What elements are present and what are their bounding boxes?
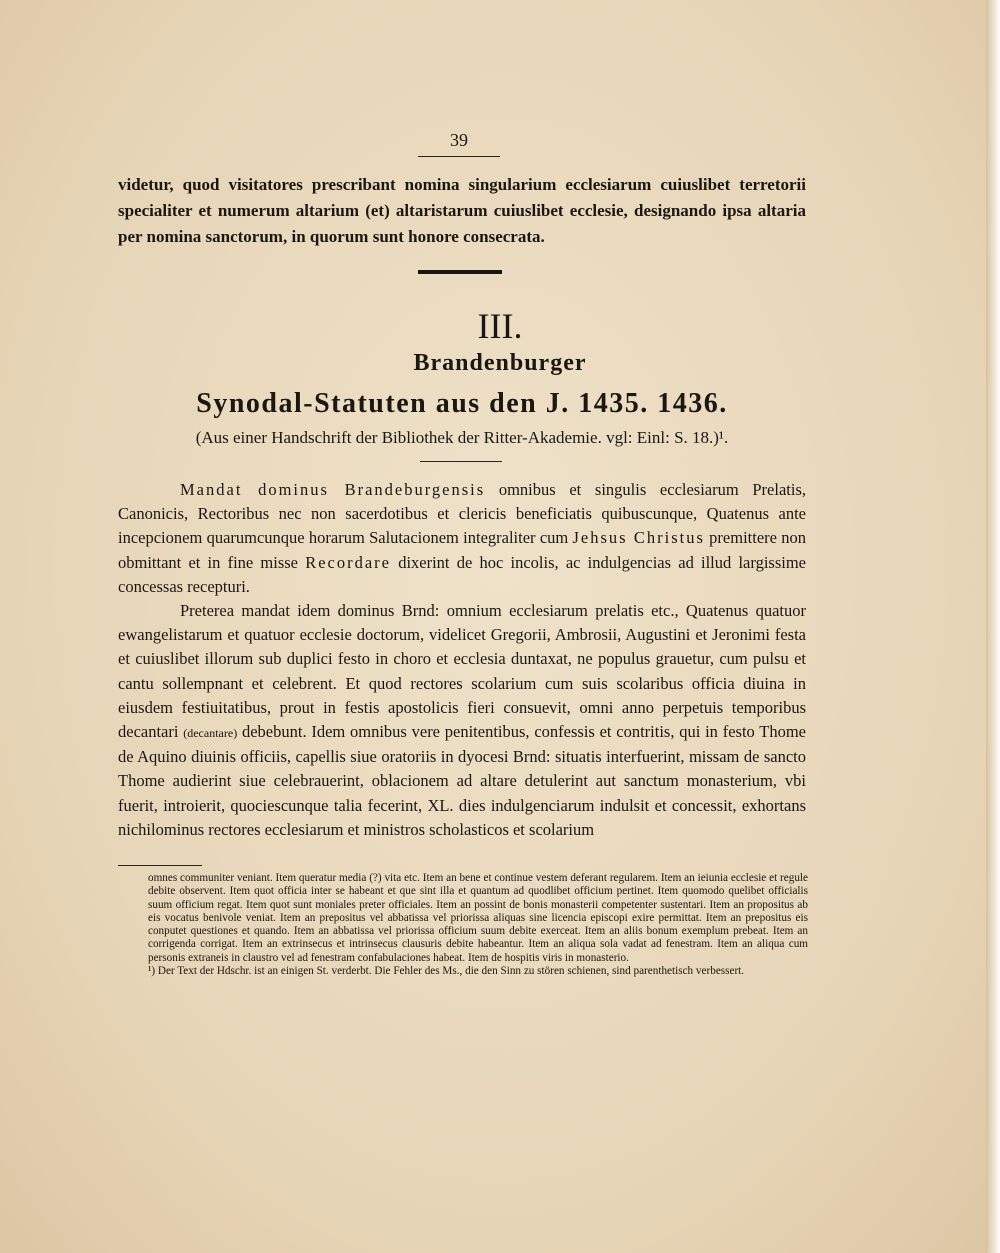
page-edge <box>986 0 1000 1253</box>
paragraph-2-part-1: Preterea mandat idem dominus Brnd: omnium ecclesiarum prelatis etc., Quatenus quatuor ewangelistarum et quatuor ecclesie doctorum, videlicet Gregorii, Ambrosii, Augustini et Jeronimi festa et cuiuslibet illorum sub duplici festo in choro et ecclesia duntaxat, ne populus grauetur, cum pulsu et cantu sollempnant et celebrent. Et quod rectores scolarium cum suis scolaribus officia diuina in eiusdem festiuitatibus, prout in festis apostolicis fieri consuevit, omni anno perpetuis temporibus decantari <box>118 601 806 742</box>
paragraph-1 <box>118 478 806 599</box>
section-divider <box>418 270 502 274</box>
paragraph-1-part-3: Jehsus Christus <box>572 528 705 548</box>
section-number: III. <box>477 306 523 346</box>
title-rule <box>420 461 502 462</box>
page-number: 39 <box>450 130 468 150</box>
source-note: (Aus einer Handschrift der Bibliothek der Ritter-Akademie. vgl: Einl: S. 18.)¹. <box>195 428 729 447</box>
paragraph-1-part-2: omnibus et singulis ecclesiarum Prelatis, Canonicis, Rectoribus nec non sacerdotibus et clericis beneficiatis quibuscunque, Quatenus ante incepcionem quarumcunque horarum Salutacionem integraliter cum <box>118 480 806 548</box>
intro-paragraph <box>118 172 806 250</box>
paragraph-2-part-2: (decantare) <box>183 726 238 741</box>
paragraph-2-part-3: debebunt. Idem omnibus vere penitentibus, confessis et contritis, qui in festo Thome de Aquino diuinis officiis, capellis siue oratoriis in dyocesi Brnd: situatis interfuerint, missam de sancto Thome audierint siue celebrauerint, oblacionem ad altare detulerint aut sanctum monasterium, vbi fuerit, introierit, quociescunque talia fecerint, XL. dies indulgenciarum indulsit et concessit, exhortans nichilominus rectores ecclesiarum et ministros scholasticos et scolarium <box>118 722 806 839</box>
page-number-rule <box>418 156 500 157</box>
footnotes <box>148 872 808 978</box>
paragraph-1-part-1: Mandat dominus Brandeburgensis <box>180 480 486 499</box>
paragraph-1-part-6: dixerint de hoc incolis, ac indulgencias ad illud largissime concessas recepturi. <box>118 552 806 596</box>
intro-text: videtur, quod visitatores prescribant nomina singularium ecclesiarum cuiuslibet terretorii specialiter et numerum altarium (et) altaristarum cuiuslibet ecclesie, designando ipsa altaria per nomina sanctorum, in quorum sunt honore consecrata. <box>118 175 806 246</box>
main-text <box>118 478 806 842</box>
paragraph-1-part-4: premittere non obmittant et in fine misse <box>118 528 807 572</box>
paragraph-1-part-5: Recordare <box>305 552 391 572</box>
paragraph-2 <box>118 599 806 842</box>
title-line-2: Synodal-Statuten aus den J. 1435. 1436. <box>196 388 728 419</box>
title-line-1: Brandenburger <box>413 350 587 376</box>
footnote-continuation: omnes communiter veniant. Item queratur media (?) vita etc. Item an bene et continue vestem deferant regularem. Item an ieiunia ecclesie et regule debite observent. Item quot officia inter se habeant et que sint illa et quantum ad quodlibet officium pertinet. Item quomodo quelibet officialis suum officium regat. Item quot sunt moniales preter officiales. Item an possint de bonis monasterii competenter sustentari. Item an propositus ab eis vocatus benivole veniat. Item an prepositus vel abbatissa vel priorissa aliquas sine licencia episcopi exire permittat. Item an prepositus eis conputet questiones et quando. Item an abbatissa vel priorissa officium suum debite exerceat. Item an aliis bonum exemplum prebeat. Item an corrigenda corrigat. Item an extrinsecus et intrinsecus clausuris debite habeantur. Item an aliqua sola vadat ad fenestram. Item an aliqua cum personis extraneis in claustro vel ad fenestram confabulaciones habeat. Item de hospitis viris in monasterio. <box>148 872 808 964</box>
footnote-1: ¹) Der Text der Hdschr. ist an einigen St. verderbt. Die Fehler des Ms., die den Sinn zu stören schienen, sind parenthetisch verbessert. <box>148 965 745 978</box>
footnote-rule <box>118 865 202 866</box>
